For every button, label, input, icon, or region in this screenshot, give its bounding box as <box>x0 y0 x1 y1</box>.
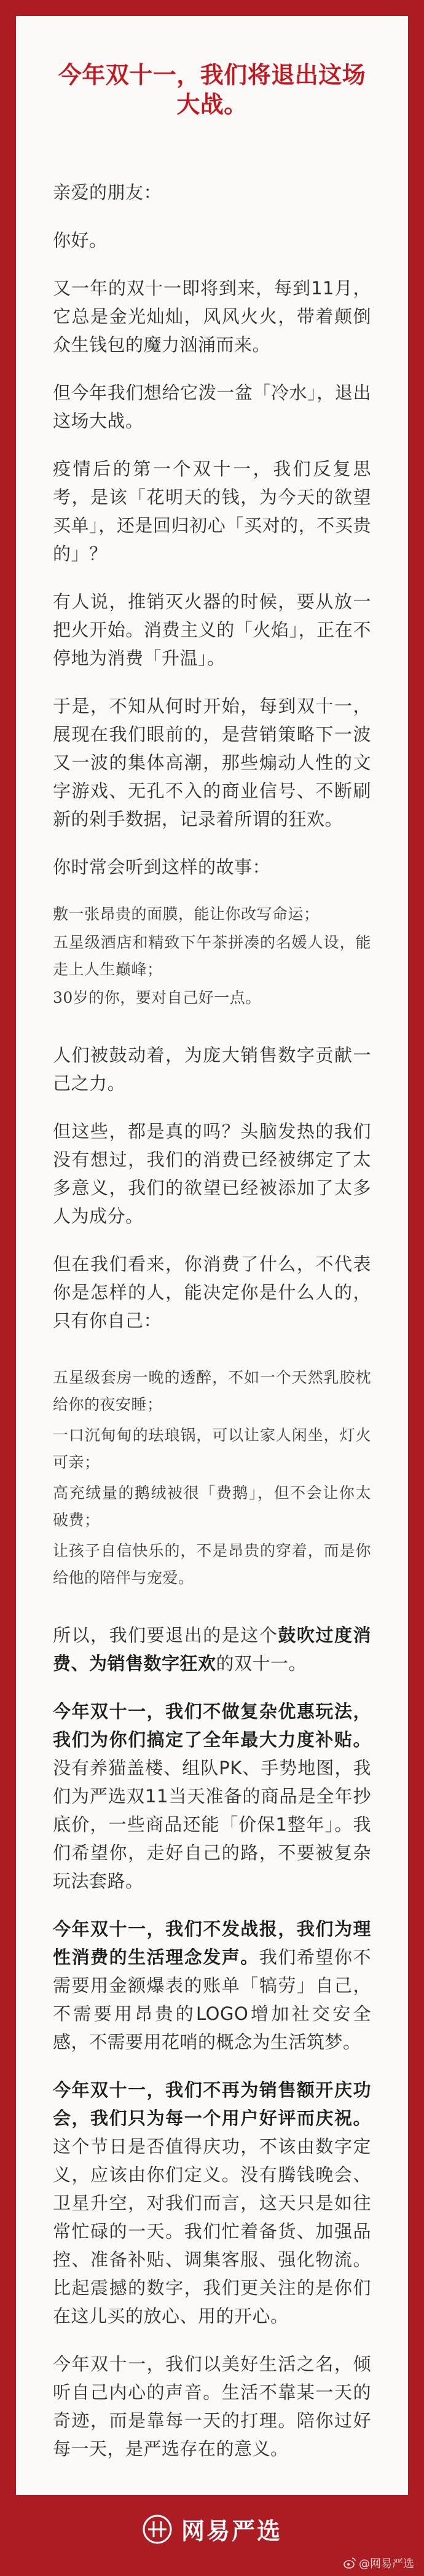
emphasis-text: 今年双十一，我们不做复杂优惠玩法，我们为你们搞定了全年最大力度补贴。 <box>53 1701 371 1750</box>
paragraph: 又一年的双十一即将到来，每到11月，它总是金光灿灿，风风火火，带着颠倒众生钱包的魔力汹涌而来。 <box>53 278 371 355</box>
paragraph: 但这些，都是真的吗？头脑发热的我们没有想过，我们的消费已经被绑定了太多意义，我们的欲望已经被添加了太多人为成分。 <box>53 1121 371 1227</box>
netease-yanxuan-logo-icon <box>142 2514 173 2545</box>
paragraph: 但今年我们想给它泼一盆「冷水」，退出这场大战。 <box>53 382 371 431</box>
paragraph: 于是，不知从何时开始，每到双十一，展现在我们眼前的，是营销策略下一波又一波的集体高潮，那些煽动人性的文字游戏、无孔不入的商业信号、不断刷新的剁手数据，记录着所谓的狂欢。 <box>53 696 371 830</box>
emphasis-text: 鼓吹过度消费、为销售数字狂欢 <box>53 1625 371 1674</box>
text-lead: 所以，我们要退出的是这个 <box>53 1625 278 1646</box>
weibo-icon <box>343 2556 356 2570</box>
quote-line: 高充绒量的鹅绒被很「费鹅」，但不会让你太破费； <box>53 1484 371 1529</box>
quote-line: 敷一张昂贵的面膜，能让你改写命运； <box>53 905 320 923</box>
closing-paragraph: 今年双十一，我们以美好生活之名，倾听自己内心的声音。生活不靠某一天的奇迹，而是靠每一天的打理。陪你过好每一天，是严选存在的意义。 <box>53 2354 371 2459</box>
letter-card <box>16 16 408 2495</box>
emphasis-text: 今年双十一，我们不再为销售额开庆功会，我们只为每一个用户好评而庆祝。 <box>53 2079 371 2129</box>
paragraph <box>53 1697 371 1895</box>
brand-logo <box>142 2512 282 2546</box>
quote-line: 五星级套房一晚的透醉，不如一个天然乳胶枕给你的夜安睡； <box>53 1368 371 1413</box>
emphasis-text: 今年双十一，我们不发战报，我们为理性消费的生活理念发声。 <box>53 1918 371 1968</box>
paragraph <box>53 2076 371 2330</box>
quote-line: 一口沉甸甸的珐琅锅，可以让家人闲坐，灯火可亲； <box>53 1426 371 1471</box>
quote-block <box>53 901 371 1011</box>
quote-line: 五星级酒店和精致下午茶拼凑的名媛人设，能走上人生巅峰； <box>53 933 371 978</box>
paragraph: 有人说，推销灭火器的时候，要从放一把火开始。消费主义的「火焰」，正在不停地为消费「升温」。 <box>53 591 371 669</box>
text-rest: 我们希望你不需要用金额爆表的账单「犒劳」自己，不需要用昂贵的LOGO增加社交安全感，不需要用花哨的概念为生活筑梦。 <box>53 1947 371 2052</box>
footer <box>0 2495 424 2576</box>
paragraph <box>53 1915 371 2056</box>
weibo-watermark <box>343 2555 414 2571</box>
text-rest: 这个节日是否值得庆功，不该由数字定义，应该由你们定义。没有腾钱晚会、卫星升空，对我们而言，这天只是如往常忙碌的一天。我们忙着备货、加强品控、准备补贴、调集客服、强化物流。比起震撼的数字，我们更关注的是你们在这儿买的放心、用的开心。 <box>53 2136 371 2327</box>
text-rest: 没有养猫盖楼、组队PK、手势地图，我们为严选双11当天准备的商品是全年抄底价，一些商品还能「价保1整年」。我们希望你，走好自己的路，不要被复杂玩法套路。 <box>53 1757 371 1891</box>
page-title: 今年双十一，我们将退出这场大战。 <box>58 61 366 118</box>
paragraph: 但在我们看来，你消费了什么，不代表你是怎样的人，能决定你是什么人的，只有你自己： <box>53 1254 371 1331</box>
quote-line: 30岁的你，要对自己好一点。 <box>53 989 261 1007</box>
brand-name: 网易严选 <box>181 2518 283 2545</box>
quote-line: 让孩子自信快乐的，不是昂贵的穿着，而是你给他的陪伴与宠爱。 <box>53 1542 371 1587</box>
salutation: 亲爱的朋友： <box>53 182 162 203</box>
watermark-text: @网易严选 <box>359 2558 414 2570</box>
paragraph <box>53 1621 371 1678</box>
paragraph: 人们被鼓动着，为庞大销售数字贡献一己之力。 <box>53 1045 371 1094</box>
text-tail: 的双十一。 <box>216 1653 307 1674</box>
article-body <box>53 178 371 2463</box>
greeting: 你好。 <box>53 230 108 251</box>
quote-block <box>53 1364 371 1592</box>
paragraph: 你时常会听到这样的故事： <box>53 857 271 878</box>
paragraph: 疫情后的第一个双十一，我们反复思考，是该「花明天的钱，为今天的欲望买单」，还是回归初心「买对的，不买贵的」？ <box>53 458 371 564</box>
